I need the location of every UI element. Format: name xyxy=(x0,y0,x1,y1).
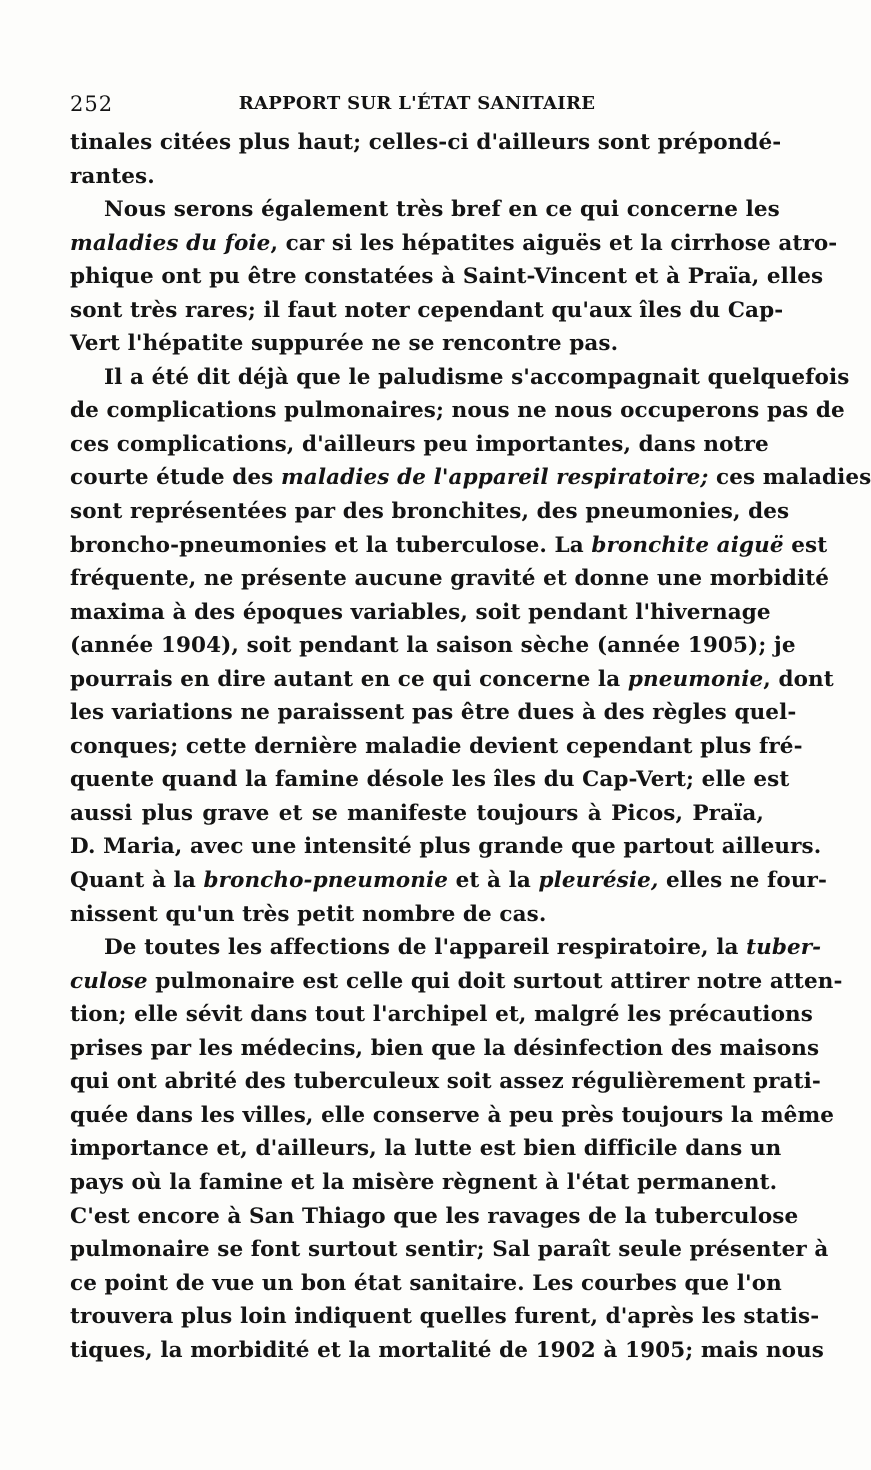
text: courte étude des xyxy=(70,465,281,491)
text: qui ont abrité des tuberculeux soit assez régulièrement prati- xyxy=(70,1069,821,1095)
text: tiques, la morbidité et la mortalité de 1902 à 1905; mais nous xyxy=(70,1337,824,1363)
text: D. Maria, avec une intensité plus grande que partout ailleurs. xyxy=(70,834,822,860)
text-line xyxy=(70,428,769,462)
text: Vert l'hépatite suppurée ne se rencontre pas. xyxy=(70,331,619,357)
text-line xyxy=(70,1267,782,1301)
text: pulmonaire est celle qui doit surtout attirer notre atten- xyxy=(147,968,843,994)
text: , car si les hépatites aiguës et la cirrhose atro- xyxy=(270,230,838,256)
text-line xyxy=(70,763,790,797)
text-line xyxy=(70,629,796,663)
body-text xyxy=(70,126,871,1367)
text-line xyxy=(70,1233,829,1267)
text-line xyxy=(70,1300,820,1334)
text-line xyxy=(70,1099,835,1133)
text: Il a été dit déjà que le paludisme s'accompagnait quelquefois xyxy=(104,364,850,390)
text: (année 1904), soit pendant la saison sèche (année 1905); je xyxy=(70,633,796,659)
text-line xyxy=(70,126,782,160)
text: tion; elle sévit dans tout l'archipel et, malgré les précautions xyxy=(70,1002,813,1028)
text-line xyxy=(70,730,803,764)
text-line xyxy=(70,898,764,932)
text-line xyxy=(70,294,784,328)
text-line xyxy=(70,1032,820,1066)
italic-term: pleurésie, xyxy=(538,868,659,894)
text: ce point de vue un bon état sanitaire. Les courbes que l'on xyxy=(70,1270,782,1296)
italic-term: maladies de l'appareil respiratoire; xyxy=(280,465,709,491)
text: ces complications, d'ailleurs peu importantes, dans notre xyxy=(70,431,769,457)
text-line xyxy=(70,696,797,730)
text: De toutes les affections de l'appareil respiratoire, la xyxy=(104,935,747,961)
text: prises par les médecins, bien que la désinfection des maisons xyxy=(70,1035,820,1061)
text-line xyxy=(70,596,771,630)
text: elles ne four- xyxy=(658,868,828,894)
text-line xyxy=(70,1065,821,1099)
text: les variations ne paraissent pas être dues à des règles quel- xyxy=(70,700,797,726)
italic-term: maladies du foie xyxy=(70,230,271,256)
paragraph-start-line xyxy=(70,931,822,965)
text: phique ont pu être constatées à Saint-Vincent et à Praïa, elles xyxy=(70,264,824,290)
text-line xyxy=(70,529,828,563)
text-line xyxy=(70,1334,824,1368)
text: , dont xyxy=(763,666,834,692)
text-line xyxy=(70,394,845,428)
text: fréquente, ne présente aucune gravité et donne une morbidité xyxy=(70,566,830,592)
text-line xyxy=(70,864,828,898)
text: C'est encore à San Thiago que les ravages de la tuberculose xyxy=(70,1203,799,1229)
text-line xyxy=(70,1200,799,1234)
text-line xyxy=(70,461,871,495)
italic-term: broncho-pneumonie xyxy=(203,868,449,894)
text-line xyxy=(70,998,813,1032)
text-line xyxy=(70,495,790,529)
text: quente quand la famine désole les îles du Cap-Vert; elle est xyxy=(70,767,790,793)
text-line xyxy=(70,327,764,361)
text-line xyxy=(70,797,764,831)
italic-term: pneumonie xyxy=(627,666,764,692)
text: sont représentées par des bronchites, des pneumonies, des xyxy=(70,499,790,525)
text-line xyxy=(70,260,824,294)
text-line xyxy=(70,1132,782,1166)
text: est xyxy=(783,532,828,558)
running-title: RAPPORT SUR L'ÉTAT SANITAIRE xyxy=(238,93,596,114)
text: de complications pulmonaires; nous ne nous occuperons pas de xyxy=(70,398,845,424)
paragraph-start-line xyxy=(70,361,850,395)
text: pulmonaire se font surtout sentir; Sal paraît seule présenter à xyxy=(70,1237,829,1263)
text-line xyxy=(70,227,838,261)
text: ces maladies xyxy=(708,465,871,491)
page-header xyxy=(70,88,764,120)
text: et à la xyxy=(448,868,539,894)
text: Quant à la xyxy=(70,868,204,894)
text: conques; cette dernière maladie devient cependant plus fré- xyxy=(70,733,803,759)
text-line xyxy=(70,160,764,194)
text: aussi plus grave et se manifeste toujours à Picos, Praïa, xyxy=(70,800,764,826)
text-line xyxy=(70,1166,778,1200)
text: tinales citées plus haut; celles-ci d'ailleurs sont prépondé- xyxy=(70,130,782,155)
text: trouvera plus loin indiquent quelles furent, d'après les statis- xyxy=(70,1304,820,1330)
text: sont très rares; il faut noter cependant qu'aux îles du Cap- xyxy=(70,297,784,323)
text: pourrais en dire autant en ce qui concerne la xyxy=(70,666,628,692)
text: quée dans les villes, elle conserve à peu près toujours la même xyxy=(70,1102,835,1128)
text: nissent qu'un très petit nombre de cas. xyxy=(70,901,547,927)
text-line xyxy=(70,830,822,864)
text-line xyxy=(70,663,834,697)
text: importance et, d'ailleurs, la lutte est bien difficile dans un xyxy=(70,1136,782,1162)
text: Nous serons également très bref en ce qui concerne les xyxy=(104,197,780,223)
text-line xyxy=(70,562,830,596)
italic-term: tuber- xyxy=(746,935,822,961)
text: maxima à des époques variables, soit pendant l'hivernage xyxy=(70,599,771,625)
italic-term: culose xyxy=(70,968,148,994)
text: pays où la famine et la misère règnent à l'état permanent. xyxy=(70,1169,778,1195)
text: broncho-pneumonies et la tuberculose. La xyxy=(70,532,592,558)
italic-term: bronchite aiguë xyxy=(591,532,784,558)
page-number: 252 xyxy=(70,92,114,116)
text: rantes. xyxy=(70,163,155,189)
text-line xyxy=(70,965,843,999)
paragraph-start-line xyxy=(70,193,780,227)
